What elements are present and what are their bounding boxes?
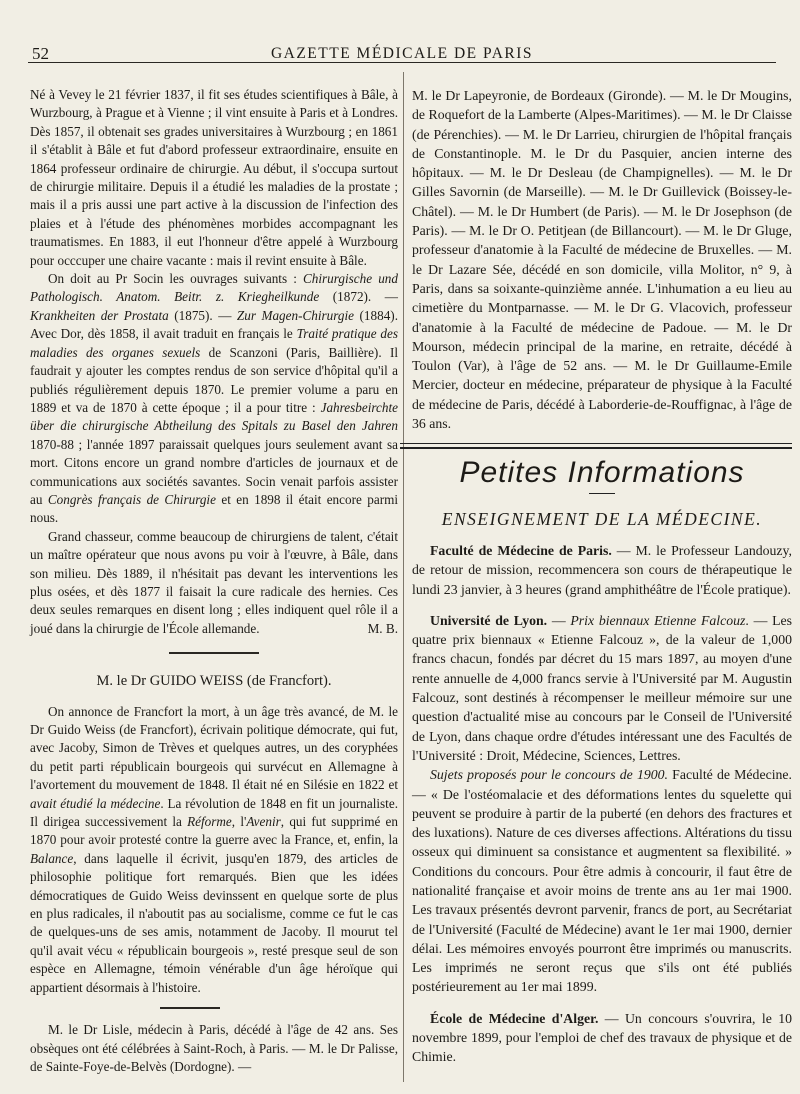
socin-biography-paragraph: Né à Vevey le 21 février 1837, il fit ses études scientifiques à Bâle, à Wurzbourg, à Prague et à Vienne ; il vint ensuite à Paris et à Londres. Dès 1857, il obtenait ses grades universitaires à Wurzbourg ; en 1861 il s'établit à Bâle et fut d'abord professeur extraordinaire, ensuite en 1864 professeur ordinaire de chirurgie. Au début, il s'occupa surtout de chirurgie militaire. Depuis il a étudié les maladies de la prostate ; mais il a pris aussi une part active à la discussion de l'infection des plaies et à l'étude des phénomènes morbides accompagnant les traumatismes. En 1883, il eut l'honneur d'être appelé à Wurzbourg pour occcuper une chaire vacante : mais il revint ensuite à Bâle. [30,87,398,268]
text-run: de Scanzoni (Paris, Baillière). Il faudrait y ajouter les comptes rendus de son service d'hôpital qu'il a publiés régulièrement depuis 1870. Le premier volume a paru en 1889 et va de 1870 à cette époque ; il a pour titre : [30,344,399,415]
text-run: 1870-88 ; l'année 1897 paraissait quelques jours seulement avant sa mort. Citons encore un grand nombre d'articles de journaux et de communications aux sociétés savantes. Socin venait parfois assister au [30,436,398,507]
text-run: (1884). Avec Dor, dès 1858, il avait traduit en français le [30,307,398,342]
text-run: (1875). — [168,307,237,323]
entry-heading: École de Médecine d'Alger. [430,1010,599,1026]
italic-run: avait étudié la médecine [30,795,161,811]
weiss-obituary-paragraph [30,703,398,998]
short-rule [589,493,615,494]
entry-universite-lyon [412,611,792,765]
entry-ecole-alger [412,1009,792,1067]
text-run: . La révolution de 1848 en fit un journaliste. Il dirigea successivement la [30,795,398,830]
text-run: . — Les quatre prix biennaux « Etienne Falcouz », de la valeur de 1,000 francs chacun, fondés par décret du 15 mars 1897, au moyen d'une rente annuelle de 4,000 francs servie à l'Université par M. Augustin Falcouz, sont destinés à récompenser le meilleur mémoire sur une question d'actualité mise au concours par le Conseil de l'Université de Lyon, dans chaque ordre d'études intéressant une des Facultés de l'Université : Droit, Médecine, Sciences, Lettres. [412,612,793,763]
italic-title: Traité pratique des maladies des organes sexuels [30,326,399,360]
socin-surgeon-paragraph [30,528,398,638]
text-run: — Un concours s'ouvrira, le 10 novembre 1899, pour l'emploi de chef des travaux de physique et de Chimie. [412,1010,793,1065]
text-run: , l' [231,814,247,830]
italic-title: Krankheiten der Prostata [30,307,169,323]
spacer [412,599,792,611]
entry-sujets-concours [412,765,792,997]
text-run: — M. le Professeur Landouzy, de retour de mission, recommencera son cours de thérapeutique le lundi 23 janvier, à 3 heures (grand amphithéâtre de l'École pratique). [412,542,792,597]
italic-title: Zur Magen-Chirurgie [236,307,355,323]
text-run: , qui fut supprimé en 1870 pour avoir protesté contre la guerre avec la France, et, enfin, la [30,814,399,848]
entry-faculte-paris [412,541,792,599]
column-divider [403,72,404,1082]
deaths-list-paragraph: M. le Dr Lisle, médecin à Paris, décédé à l'âge de 42 ans. Ses obsèques ont été célébrées à Saint-Roch, à Paris. — M. le Dr Palisse, de Sainte-Foye-de-Belvès (Dordogne). — [30,1022,398,1074]
italic-run: Sujets proposés pour le concours de 1900. [430,767,668,783]
text-run: et en 1898 il était encore parmi nous. [30,491,399,526]
italic-run: Avenir [246,814,281,830]
subsection-heading: ENSEIGNEMENT DE LA MÉDECINE. [441,508,763,529]
section-separator [169,652,259,658]
italic-title: Jahresbeirchte über die chirurgische Abtheilung des Spitals zu Basel den Jahren [30,399,398,434]
section-heading-petites-informations: Petites Informations [459,456,745,490]
text-run: , dans laquelle il écrivit, jusqu'en 1879, des articles de philosophie politique fort remarqués. Bien que les idées démocratiques de Guido Weiss devinssent en quelque sorte de plus en plus radicales, il n'aboutit pas au socialisme, comme ce fut le cas de quelques-uns de ses amis, notamment de Jacoby. Il mourut tel qu'il avait vécu « républicain bourgeois », resté presque seul de son espèce en Allemagne, témoin vénérable d'un âge héroïque qui appartient désormais à l'histoire. [30,850,398,995]
page-number: 52 [32,44,49,63]
italic-title: Chirurgische und Pathologisch. Anatom. Beitr. z. Kriegheilkunde [30,271,398,305]
text-run: On doit au Pr Socin les ouvrages suivants : [48,271,303,287]
text-run: Grand chasseur, comme beaucoup de chirurgiens de talent, c'était un maître opérateur que nous avons pu voir à l'œuvre, à Bâle, dans son milieu. Dès 1889, il n'hésitait pas devant les interventions les plus osées, et dès 1877 il faisait la cure radicale des hernies. Ces deux seules remarques en disent long ; elles indiquent quel rôle il a joué dans la chirurgie de l'École allemande. [30,528,398,636]
italic-title: Congrès français de Chirurgie [47,491,216,507]
entry-heading: Faculté de Médecine de Paris. [430,542,612,558]
author-signature: M. B. [367,620,398,636]
italic-run: Prix biennaux Etienne Falcouz [570,612,746,628]
deaths-list-continued: M. le Dr Lapeyronie, de Bordeaux (Gironde). — M. le Dr Mougins, de Roquefort de la Lamberte (Alpes-Maritimes). — M. le Dr Claisse (de Pérenchies). — M. le Dr Larrieu, chirurgien de l'hôpital français de Constantinople. M. le Dr du Pasquier, ancien interne des hôpitaux. — M. le Dr Desleau (de Champignelles). — M. le Dr Gilles Savornin (de Marseille). — M. le Dr Guillevick (Boissey-le-Châtel). — M. le Dr Humbert (de Paris). — M. le Dr Josephson (de Paris). — M. le Dr O. Petitjean (de Billancourt). — M. le Dr Gluge, professeur d'anatomie à la Faculté de médecine de Bruxelles. — M. le Dr Lazare Sée, décédé en son domicile, villa Molitor, n° 9, à Paris, dans sa soixante-quinzième année. L'inhumation a eu lieu au cimetière du Montparnasse. — M. le Dr G. Vlacovich, professeur d'anatomie à la Faculté de médecine de Padoue. — M. le Dr Mourson, médecin principal de la marine, en retraite, décédé à Toulon (Var), à l'âge de 52 ans. — M. le Dr Guillaume-Emile Mercier, docteur en médecine, préparateur de physique à la Faculté de médecine de Paris, décédé à Laborderie-de-Rouffignac, à l'âge de 36 ans. [412,88,792,432]
text-run: — [547,612,571,628]
obituary-origin: (de Francfort). [243,673,332,690]
right-column [412,86,792,1067]
section-separator [160,1007,220,1013]
obituary-title [30,672,398,690]
italic-run: Balance [30,850,74,866]
spacer [412,997,792,1009]
socin-works-paragraph [30,270,398,528]
text-run: Faculté de Médecine. — « De l'ostéomalacie et des déformations lentes du squelette qui peuvent se produire à partir de la puberté (en dehors des fractures et des luxations). Nature de ces diverses affections. Altérations du tissu osseux qui diminuent sa consistance et augmentent sa flexibilité. » Conditions du concours. Pour être admis à concourir, il faut être de nationalité française et avoir moins de trente ans au 1er mai 1900. Les travaux présentés devront parvenir, francs de port, au Secrétariat de l'Université (Faculté de Médecine) avant le 1er mai 1900, dernier délai. Les mémoires envoyés pourront être imprimés ou manuscrits. Les imprimés ne seront reçus que s'ils ont été publiés postérieurement au 1er mai 1899. [412,767,792,995]
obituary-name: M. le Dr GUIDO WEISS [96,673,244,690]
italic-run: Réforme [187,814,232,830]
left-column [30,86,398,1076]
section-rule [400,443,792,449]
entry-heading: Université de Lyon. [430,612,548,628]
page-header [28,32,776,63]
text-run: On annonce de Francfort la mort, à un âge très avancé, de M. le Dr Guido Weiss (de Francfort), écrivain politique démocrate, qui fut, avec Jacoby, Simon de Trèves et quelques autres, un des coryphées du petit parti républicain bourgeois qui survécut en Allemagne à l'avortement du mouvement de 1848. Il était né en Silésie en 1822 et [30,703,398,793]
journal-title: GAZETTE MÉDICALE DE PARIS [270,45,534,62]
text-run: (1872). — [319,289,398,305]
